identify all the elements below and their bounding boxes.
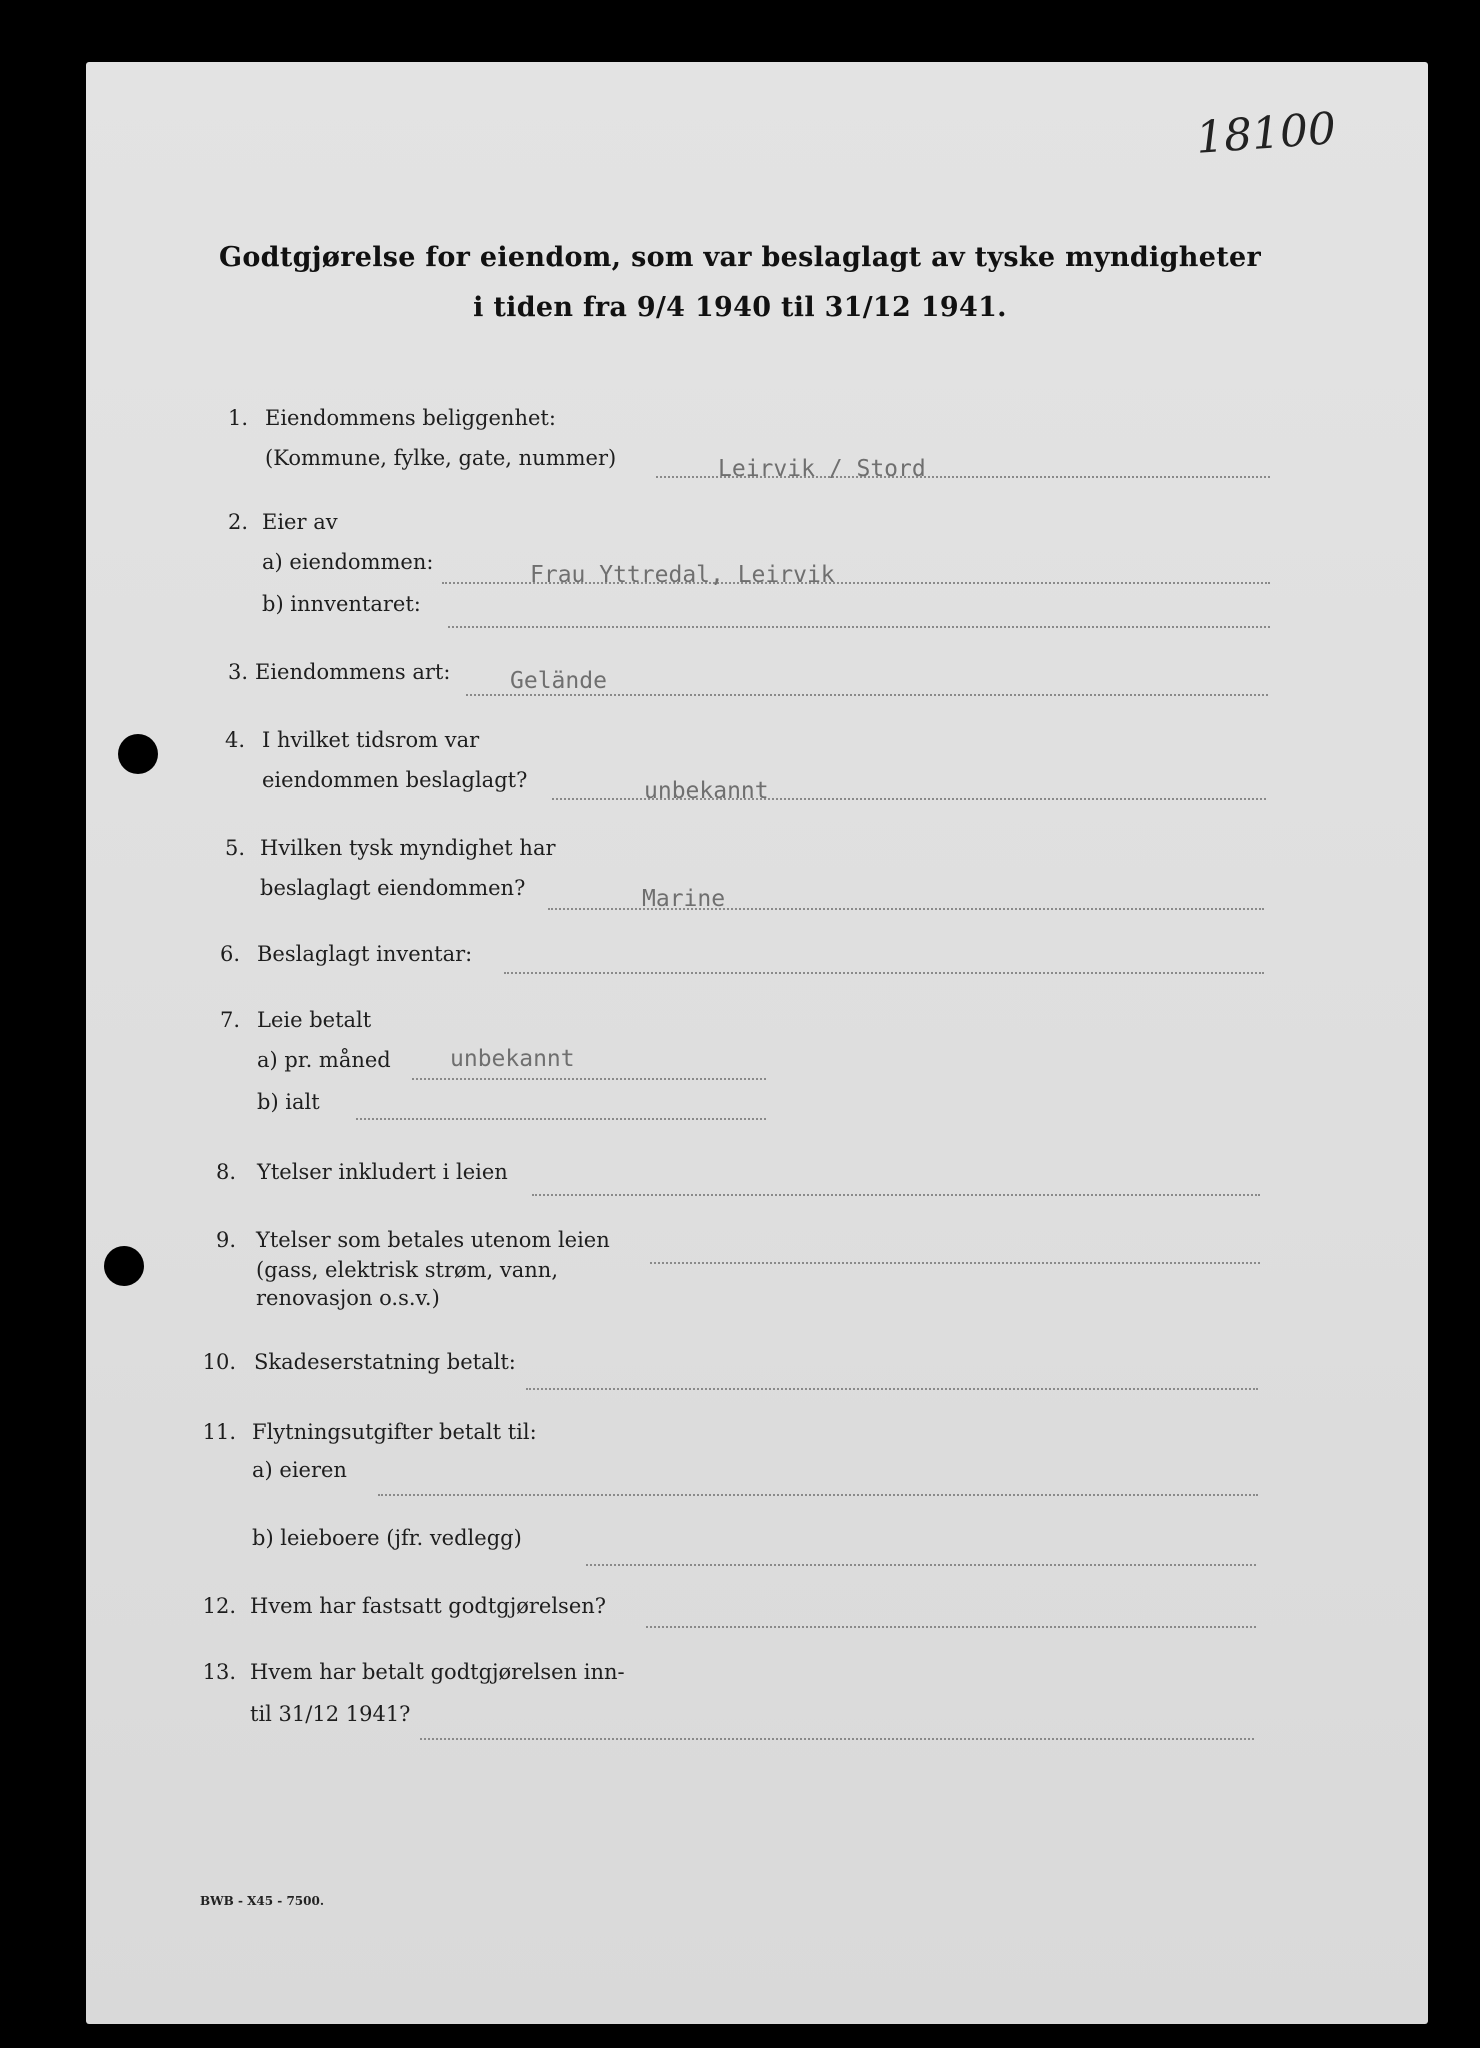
- item-11a-field-line: [378, 1494, 1258, 1496]
- item-7b-field-line: [356, 1118, 766, 1120]
- item-9-number: 9.: [215, 1228, 236, 1252]
- item-9-label: Ytelser som betales utenom leien: [256, 1228, 610, 1252]
- item-7a-value: unbekannt: [450, 1046, 575, 1072]
- item-2-number: 2.: [227, 510, 248, 534]
- item-5-label: Hvilken tysk myndighet har: [260, 836, 556, 860]
- item-10-label: Skadeserstatning betalt:: [254, 1350, 516, 1374]
- item-9-field-line: [650, 1262, 1260, 1264]
- item-5-number: 5.: [224, 836, 245, 860]
- punch-hole-upper: [118, 734, 158, 774]
- item-5-sublabel: beslaglagt eiendommen?: [260, 876, 526, 900]
- item-13-label: Hvem har betalt godtgjørelsen inn-: [250, 1660, 625, 1684]
- item-3-field-line: [466, 694, 1268, 696]
- item-7b-label: b) ialt: [257, 1090, 320, 1114]
- item-12-number: 12.: [202, 1594, 236, 1618]
- item-3-number: 3.: [227, 660, 248, 684]
- item-2a-value: Frau Yttredal, Leirvik: [530, 562, 835, 588]
- item-5-value: Marine: [642, 886, 726, 912]
- handwritten-number: 18100: [1194, 103, 1338, 164]
- item-2b-label: b) innventaret:: [262, 592, 421, 616]
- item-7-label: Leie betalt: [257, 1008, 372, 1032]
- item-7a-label: a) pr. måned: [257, 1048, 391, 1072]
- item-11a-label: a) eieren: [252, 1458, 347, 1482]
- item-8-field-line: [532, 1194, 1260, 1196]
- item-6-number: 6.: [219, 942, 240, 966]
- item-4-label: I hvilket tidsrom var: [262, 728, 480, 752]
- form-title-line2: i tiden fra 9/4 1940 til 31/12 1941.: [473, 292, 1007, 323]
- item-3-label: Eiendommens art:: [255, 660, 451, 684]
- item-9-sublabel-1: (gass, elektrisk strøm, vann,: [256, 1258, 558, 1282]
- item-12-field-line: [646, 1626, 1256, 1628]
- item-1-value: Leirvik / Stord: [718, 456, 926, 482]
- item-2a-label: a) eiendommen:: [262, 550, 434, 574]
- item-2-label: Eier av: [262, 510, 338, 534]
- punch-hole-lower: [104, 1246, 144, 1286]
- item-12-label: Hvem har fastsatt godtgjørelsen?: [250, 1594, 607, 1618]
- item-10-number: 10.: [202, 1350, 236, 1374]
- item-9-sublabel-2: renovasjon o.s.v.): [256, 1286, 440, 1310]
- item-1-sublabel: (Kommune, fylke, gate, nummer): [265, 446, 617, 470]
- item-7a-field-line: [412, 1078, 766, 1080]
- item-13-number: 13.: [202, 1660, 236, 1684]
- item-11-label: Flytningsutgifter betalt til:: [252, 1420, 537, 1444]
- item-11b-label: b) leieboere (jfr. vedlegg): [252, 1526, 522, 1550]
- item-11b-field-line: [586, 1564, 1256, 1566]
- item-10-field-line: [526, 1388, 1258, 1390]
- item-8-label: Ytelser inkludert i leien: [257, 1160, 508, 1184]
- item-8-number: 8.: [215, 1160, 236, 1184]
- item-6-label: Beslaglagt inventar:: [257, 942, 473, 966]
- item-4-sublabel: eiendommen beslaglagt?: [262, 768, 528, 792]
- item-1-label: Eiendommens beliggenhet:: [265, 406, 556, 430]
- item-13-sublabel: til 31/12 1941?: [250, 1702, 411, 1726]
- item-3-value: Gelände: [510, 668, 607, 694]
- item-4-number: 4.: [224, 728, 245, 752]
- item-13-field-line: [420, 1738, 1254, 1740]
- form-sheet: [86, 62, 1428, 2024]
- form-title-line1: Godtgjørelse for eiendom, som var beslaglagt av tyske myndigheter: [219, 242, 1261, 273]
- item-1-number: 1.: [227, 406, 248, 430]
- item-2b-field-line: [448, 626, 1270, 628]
- item-6-field-line: [504, 972, 1264, 974]
- item-7-number: 7.: [219, 1008, 240, 1032]
- item-11-number: 11.: [202, 1420, 236, 1444]
- item-4-value: unbekannt: [644, 778, 769, 804]
- form-footer-code: BWB - X45 - 7500.: [200, 1894, 325, 1908]
